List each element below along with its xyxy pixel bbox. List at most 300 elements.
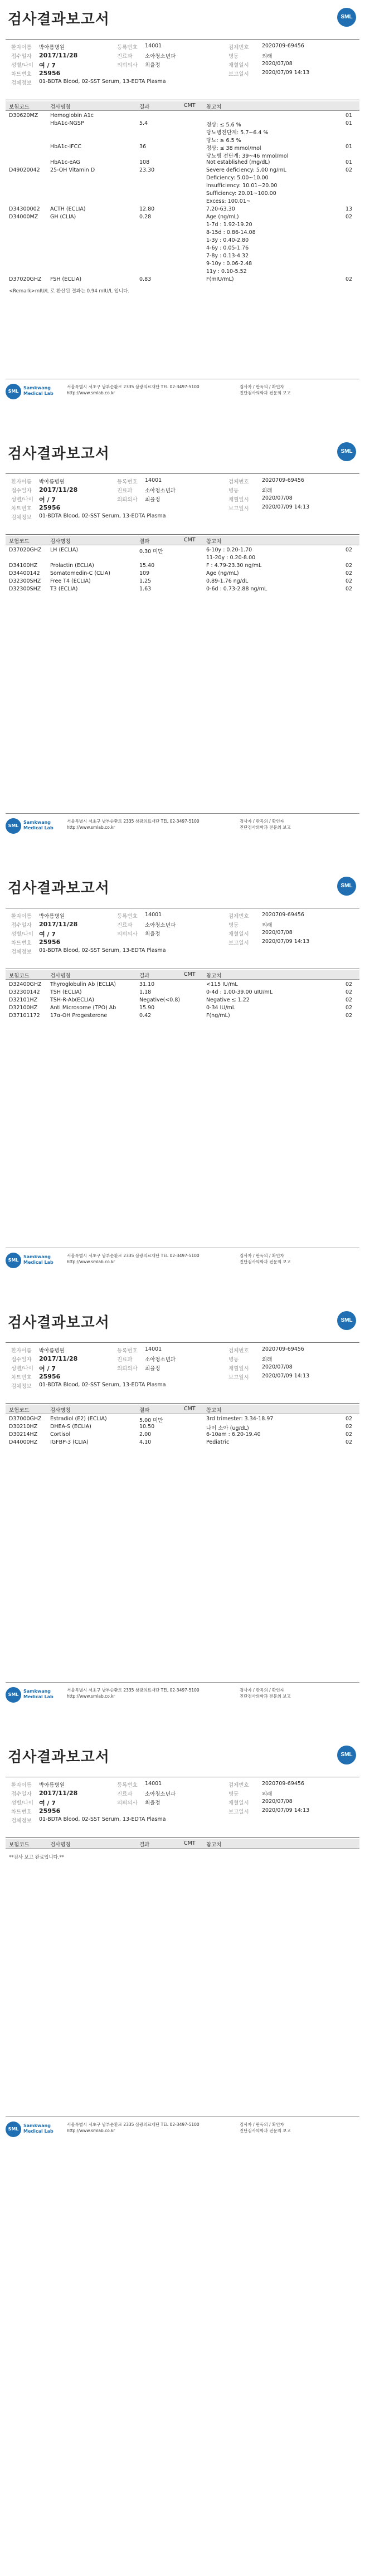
test-row: [6, 997, 359, 1005]
label-ward: 병동: [228, 1791, 239, 1797]
test-result: 12.80: [139, 206, 155, 212]
test-result: Negative(<0.8): [139, 997, 181, 1003]
test-code: D37020GHZ: [9, 547, 42, 553]
report-page: [0, 1738, 365, 2164]
test-list: [6, 547, 359, 809]
collected: 2020/07/08: [262, 61, 293, 67]
label-patient-no: 등록번호: [117, 479, 138, 485]
test-name: T3 (ECLIA): [50, 586, 78, 592]
label-ward: 병동: [228, 922, 239, 928]
test-name: IGFBP-3 (CLIA): [50, 1439, 89, 1445]
col-unit: CMT: [184, 1840, 196, 1846]
label-gender-age: 성별/나이: [11, 62, 33, 69]
test-code: D37101172: [9, 1013, 40, 1019]
label-patient-no: 등록번호: [117, 45, 138, 51]
col-code: 보험코드: [9, 1407, 30, 1414]
col-result: 결과: [139, 973, 150, 979]
test-code: D34100HZ: [9, 563, 38, 569]
label-collected: 채혈일시: [228, 497, 249, 503]
sml-logo: SML: [337, 8, 356, 27]
test-result: 0.28: [139, 214, 152, 220]
footer-sign-label: 검사자 / 판독의 / 확인자: [240, 1688, 284, 1693]
patient-no: 14001: [145, 477, 162, 483]
footer-url: http://www.smlab.co.kr: [67, 1694, 115, 1699]
footer-logo: [6, 818, 53, 835]
received-date: 2017/11/28: [39, 1790, 78, 1797]
footer-logo: [6, 384, 53, 400]
specimen: 01-BDTA Blood, 02-SST Serum, 13-EDTA Plasma: [39, 513, 166, 519]
test-reference: 0-6d : 0.73-2.88 ng/mL: [206, 586, 267, 592]
test-result: 10.50: [139, 1424, 155, 1430]
footer-sign-names: 진단검사의학과 전문의 보고: [240, 2128, 291, 2133]
col-code: 보험코드: [9, 104, 30, 110]
label-doctor: 의뢰의사: [117, 931, 138, 937]
test-name: LH (ECLIA): [50, 547, 79, 553]
footer-sign-names: 진단검사의학과 전문의 보고: [240, 390, 291, 395]
report-title: 검사결과보고서: [8, 11, 110, 28]
test-reference: Excess: 100.01~: [206, 198, 251, 204]
col-result: 결과: [139, 1407, 150, 1414]
label-sample-no: 검체번호: [228, 479, 249, 485]
test-code: D49020042: [9, 167, 40, 173]
received-date: 2017/11/28: [39, 1355, 78, 1362]
label-dept: 진료과: [117, 1791, 133, 1797]
col-unit: CMT: [184, 971, 196, 977]
chart-no: 25956: [39, 70, 61, 77]
label-sample-no: 검체번호: [228, 913, 249, 920]
footer-logo-mark: SML: [6, 818, 21, 834]
col-unit: CMT: [184, 537, 196, 543]
test-flag: 02: [345, 1416, 353, 1422]
test-reference: 0-34 IU/mL: [206, 1005, 236, 1011]
patient-no: 14001: [145, 43, 162, 49]
label-collected: 채혈일시: [228, 1800, 249, 1806]
label-gender-age: 성별/나이: [11, 931, 33, 937]
test-name: ACTH (ECLIA): [50, 206, 86, 212]
col-ref: 참고치: [206, 973, 222, 979]
label-doctor: 의뢰의사: [117, 1800, 138, 1806]
label-collected: 채혈일시: [228, 1366, 249, 1372]
footer-org-name: Samkwang Medical Lab: [23, 2123, 53, 2134]
test-reference: Deficiency: 5.00~10.00: [206, 175, 269, 181]
footer-sign: [240, 818, 357, 830]
test-name: Cortisol: [50, 1431, 71, 1438]
ward: 외래: [262, 922, 272, 928]
label-dept: 진료과: [117, 922, 133, 928]
label-patient-no: 등록번호: [117, 913, 138, 920]
label-specimen: 검체정보: [11, 515, 32, 521]
chart-no: 25956: [39, 504, 61, 511]
test-row: [6, 981, 359, 989]
test-row: [6, 113, 359, 120]
test-flag: 02: [345, 1431, 353, 1438]
test-flag: 02: [345, 1424, 353, 1430]
test-row: [6, 222, 359, 229]
ward: 외래: [262, 53, 272, 60]
test-reference: 7.20-63.30: [206, 206, 235, 212]
test-result: 15.90: [139, 1005, 155, 1011]
test-name: 17α-OH Progesterone: [50, 1013, 108, 1019]
sml-logo: SML: [337, 1311, 356, 1330]
ward: 외래: [262, 1357, 272, 1363]
footer-sign-label: 검사자 / 판독의 / 확인자: [240, 2122, 284, 2127]
col-name: 검사명칭: [50, 1842, 71, 1848]
report-title: 검사결과보고서: [8, 446, 110, 462]
patient-info-box: [6, 1777, 359, 1838]
test-flag: 02: [345, 1013, 353, 1019]
test-row: [6, 136, 359, 144]
test-reference: Pediatric: [206, 1439, 230, 1445]
patient-name: 박아름병원: [39, 45, 65, 51]
column-header: [6, 101, 359, 111]
test-reference: 0-4d : 1.00-39.00 uIU/mL: [206, 989, 273, 995]
test-reference: 당뇨: ≥ 6.5 %: [206, 138, 241, 144]
report-note: **검사 보고 완료입니다.**: [9, 1855, 65, 1860]
col-result: 결과: [139, 1842, 150, 1848]
test-code: D34000MZ: [9, 214, 38, 220]
footer-address-line: 서울특별시 서초구 남부순환로 2335 삼광의료재단 TEL 02-3497-5100: [67, 1253, 199, 1258]
test-row: [6, 183, 359, 190]
patient-name: 박아름병원: [39, 479, 65, 485]
test-reference: 1-3y : 0.40-2.80: [206, 237, 249, 243]
footer-logo-mark: SML: [6, 1687, 21, 1703]
test-code: D44000HZ: [9, 1439, 38, 1445]
footer-sign-label: 검사자 / 판독의 / 확인자: [240, 384, 284, 389]
ward: 외래: [262, 488, 272, 494]
footer-sign: [240, 2122, 357, 2134]
footer-logo-mark: SML: [6, 2122, 21, 2137]
label-reported: 보고일시: [228, 1375, 249, 1381]
report-page: [0, 869, 365, 1295]
footer-url: http://www.smlab.co.kr: [67, 1259, 115, 1264]
report-note: <Remark>mIU/L 로 환산된 결과는 0.94 mIU/L 입니다.: [9, 289, 130, 294]
test-reference: Sufficiency: 20.01~100.00: [206, 190, 276, 197]
test-row: [6, 570, 359, 578]
test-code: D32300SHZ: [9, 586, 41, 592]
test-name: HbA1c-IFCC: [50, 144, 81, 150]
reported: 2020/07/09 14:13: [262, 70, 310, 76]
doctor: 최율정: [145, 1800, 160, 1806]
test-row: [6, 253, 359, 261]
test-row: [6, 276, 359, 284]
patient-info-box: [6, 1342, 359, 1404]
footer-address-line: 서울특별시 서초구 남부순환로 2335 삼광의료재단 TEL 02-3497-5100: [67, 2122, 199, 2127]
footer-address-line: 서울특별시 서초구 남부순환로 2335 삼광의료재단 TEL 02-3497-5100: [67, 1688, 199, 1693]
label-chart-no: 차트번호: [11, 1375, 32, 1381]
test-result: 5.4: [139, 120, 148, 126]
specimen: 01-BDTA Blood, 02-SST Serum, 13-EDTA Plasma: [39, 1816, 166, 1822]
test-reference: <115 IU/mL: [206, 981, 238, 988]
label-specimen: 검체정보: [11, 949, 32, 955]
label-doctor: 의뢰의사: [117, 62, 138, 69]
test-result: 108: [139, 159, 150, 165]
test-flag: 02: [345, 276, 353, 282]
test-flag: 01: [345, 120, 353, 126]
test-result: 2.00: [139, 1431, 152, 1438]
label-specimen: 검체정보: [11, 1384, 32, 1390]
test-reference: Age (ng/mL): [206, 570, 239, 576]
test-name: Prolactin (ECLIA): [50, 563, 94, 569]
test-reference: Negative ≤ 1.22: [206, 997, 250, 1003]
reported: 2020/07/09 14:13: [262, 1373, 310, 1379]
test-code: D34300002: [9, 206, 40, 212]
test-reference: 당뇨병전단계: 5.7~6.4 %: [206, 130, 269, 136]
test-flag: 01: [345, 113, 353, 119]
test-name: DHEA-S (ECLIA): [50, 1424, 91, 1430]
test-result: 0.42: [139, 1013, 152, 1019]
column-header: [6, 536, 359, 545]
gender-age: 여 / 7: [39, 931, 56, 938]
label-specimen: 검체정보: [11, 1818, 32, 1824]
received-date: 2017/11/28: [39, 921, 78, 928]
test-flag: 02: [345, 586, 353, 592]
footer-address: [67, 1253, 234, 1265]
label-sample-no: 검체번호: [228, 45, 249, 51]
label-doctor: 의뢰의사: [117, 497, 138, 503]
test-result: 5.00 미만: [139, 1417, 163, 1424]
test-reference: F(mIU/mL): [206, 276, 234, 282]
doctor: 최율정: [145, 1366, 160, 1372]
test-result: 109: [139, 570, 150, 576]
label-dept: 진료과: [117, 1357, 133, 1363]
test-row: [6, 268, 359, 276]
label-gender-age: 성별/나이: [11, 497, 33, 503]
label-gender-age: 성별/나이: [11, 1366, 33, 1372]
label-received: 접수일자: [11, 922, 32, 928]
sample-no: 2020709-69456: [262, 1781, 304, 1787]
test-code: D30620MZ: [9, 113, 38, 119]
col-code: 보험코드: [9, 973, 30, 979]
test-code: D32101HZ: [9, 997, 38, 1003]
label-received: 접수일자: [11, 53, 32, 60]
gender-age: 여 / 7: [39, 1800, 56, 1807]
col-name: 검사명칭: [50, 539, 71, 545]
report-footer: [6, 379, 359, 418]
label-patient-name: 환자이름: [11, 479, 32, 485]
test-flag: 02: [345, 997, 353, 1003]
test-name: Anti Microsome (TPO) Ab: [50, 1005, 116, 1011]
patient-no: 14001: [145, 1781, 162, 1787]
test-row: [6, 245, 359, 253]
label-doctor: 의뢰의사: [117, 1366, 138, 1372]
col-ref: 참고치: [206, 1407, 222, 1414]
test-code: D30214HZ: [9, 1431, 38, 1438]
footer-address: [67, 818, 234, 830]
test-flag: 02: [345, 989, 353, 995]
test-row: [6, 586, 359, 594]
test-result: 0.30 미만: [139, 549, 163, 555]
sample-no: 2020709-69456: [262, 43, 304, 49]
gender-age: 여 / 7: [39, 1365, 56, 1372]
test-row: [6, 206, 359, 214]
col-ref: 참고치: [206, 1842, 222, 1848]
label-received: 접수일자: [11, 1357, 32, 1363]
test-code: D37020GHZ: [9, 276, 42, 282]
label-ward: 병동: [228, 488, 239, 494]
patient-info-box: [6, 473, 359, 535]
dept: 소아청소년과: [145, 53, 176, 60]
test-row: [6, 159, 359, 167]
col-name: 검사명칭: [50, 104, 71, 110]
footer-sign-label: 검사자 / 판독의 / 확인자: [240, 1253, 284, 1258]
gender-age: 여 / 7: [39, 62, 56, 69]
test-row: [6, 1416, 359, 1424]
doctor: 최율정: [145, 62, 160, 69]
test-row: [6, 151, 359, 159]
footer-org-name: Samkwang Medical Lab: [23, 1254, 53, 1265]
label-chart-no: 차트번호: [11, 71, 32, 77]
col-code: 보험코드: [9, 539, 30, 545]
col-name: 검사명칭: [50, 973, 71, 979]
reported: 2020/07/09 14:13: [262, 1807, 310, 1814]
test-row: [6, 167, 359, 175]
footer-org-name: Samkwang Medical Lab: [23, 820, 53, 830]
test-reference: 정상: ≤ 5.6 %: [206, 122, 241, 128]
report-footer: [6, 2116, 359, 2156]
doctor: 최율정: [145, 931, 160, 937]
test-reference: 1-7d : 1.92-19.20: [206, 222, 252, 228]
sample-no: 2020709-69456: [262, 912, 304, 918]
footer-sign-names: 진단검사의학과 전문의 보고: [240, 1259, 291, 1264]
test-name: Estradiol (E2) (ECLIA): [50, 1416, 107, 1422]
collected: 2020/07/08: [262, 930, 293, 936]
doctor: 최율정: [145, 497, 160, 503]
test-reference: Not established (mg/dL): [206, 159, 270, 165]
chart-no: 25956: [39, 938, 61, 946]
test-flag: 02: [345, 547, 353, 553]
test-result: 31.10: [139, 981, 155, 988]
test-name: HbA1c-NGSP: [50, 120, 84, 126]
dept: 소아청소년과: [145, 488, 176, 494]
footer-sign: [240, 1253, 357, 1265]
column-header: [6, 1405, 359, 1414]
test-row: [6, 214, 359, 222]
test-row: [6, 1005, 359, 1013]
label-dept: 진료과: [117, 53, 133, 60]
label-reported: 보고일시: [228, 940, 249, 946]
test-code: D32100HZ: [9, 1005, 38, 1011]
test-reference: 6-10am : 6.20-19.40: [206, 1431, 261, 1438]
sml-logo: SML: [337, 1746, 356, 1764]
report-title: 검사결과보고서: [8, 1314, 110, 1331]
collected: 2020/07/08: [262, 495, 293, 501]
footer-logo: [6, 2122, 53, 2138]
test-result: 23.30: [139, 167, 155, 173]
test-reference: 11-20y : 0.20-8.00: [206, 555, 256, 561]
test-flag: 01: [345, 159, 353, 165]
footer-address: [67, 1687, 234, 1699]
test-code: D32300142: [9, 989, 40, 995]
patient-no: 14001: [145, 1346, 162, 1352]
footer-url: http://www.smlab.co.kr: [67, 2128, 115, 2133]
test-flag: 01: [345, 144, 353, 150]
label-sample-no: 검체번호: [228, 1348, 249, 1354]
label-sample-no: 검체번호: [228, 1782, 249, 1788]
test-flag: 02: [345, 578, 353, 584]
test-row: [6, 229, 359, 237]
report-title: 검사결과보고서: [8, 880, 110, 897]
test-flag: 02: [345, 981, 353, 988]
dept: 소아청소년과: [145, 922, 176, 928]
footer-logo-mark: SML: [6, 384, 21, 399]
label-reported: 보고일시: [228, 71, 249, 77]
test-result: 1.18: [139, 989, 152, 995]
specimen: 01-BDTA Blood, 02-SST Serum, 13-EDTA Plasma: [39, 1382, 166, 1388]
sml-logo: SML: [337, 877, 356, 896]
label-chart-no: 차트번호: [11, 1809, 32, 1815]
test-name: Somatomedin-C (CLIA): [50, 570, 110, 576]
column-header: [6, 1839, 359, 1849]
test-name: GH (CLIA): [50, 214, 76, 220]
test-row: [6, 578, 359, 586]
patient-info-box: [6, 39, 359, 100]
test-code: D34400142: [9, 570, 40, 576]
label-chart-no: 차트번호: [11, 506, 32, 512]
test-row: [6, 547, 359, 555]
test-reference: 7-8y : 0.13-4.32: [206, 253, 249, 259]
patient-no: 14001: [145, 912, 162, 918]
test-row: [6, 989, 359, 997]
label-reported: 보고일시: [228, 1809, 249, 1815]
test-flag: 02: [345, 1005, 353, 1011]
label-received: 접수일자: [11, 1791, 32, 1797]
footer-address: [67, 2122, 234, 2134]
test-row: [6, 1431, 359, 1439]
report-footer: [6, 813, 359, 853]
label-dept: 진료과: [117, 488, 133, 494]
footer-org-name: Samkwang Medical Lab: [23, 385, 53, 396]
test-list: [6, 1416, 359, 1678]
label-specimen: 검체정보: [11, 80, 32, 86]
col-result: 결과: [139, 104, 150, 110]
reported: 2020/07/09 14:13: [262, 938, 310, 945]
test-reference: 8-15d : 0.86-14.08: [206, 229, 256, 236]
test-code: D32300SHZ: [9, 578, 41, 584]
footer-url: http://www.smlab.co.kr: [67, 825, 115, 830]
test-reference: 0.89-1.76 ng/dL: [206, 578, 249, 584]
test-row: [6, 1439, 359, 1447]
col-ref: 참고치: [206, 539, 222, 545]
test-list: [6, 1850, 359, 2112]
test-row: [6, 120, 359, 128]
test-reference: 6-10y : 0.20-1.70: [206, 547, 252, 553]
test-result: 36: [139, 144, 147, 150]
test-row: [6, 198, 359, 206]
col-code: 보험코드: [9, 1842, 30, 1848]
report-page: [0, 1303, 365, 1729]
footer-sign-names: 진단검사의학과 전문의 보고: [240, 1694, 291, 1699]
test-reference: 11y : 0.10-5.52: [206, 268, 247, 275]
label-ward: 병동: [228, 1357, 239, 1363]
test-reference: 4-6y : 0.05-1.76: [206, 245, 249, 251]
test-reference: Insufficiency: 10.01~20.00: [206, 183, 278, 189]
gender-age: 여 / 7: [39, 496, 56, 504]
patient-name: 박아름병원: [39, 1348, 65, 1354]
col-ref: 참고치: [206, 104, 222, 110]
test-row: [6, 1424, 359, 1431]
test-result: 1.63: [139, 586, 152, 592]
chart-no: 25956: [39, 1807, 61, 1815]
test-code: D32400GHZ: [9, 981, 42, 988]
test-code: D37000GHZ: [9, 1416, 42, 1422]
report-page: [0, 434, 365, 861]
test-list: [6, 113, 359, 374]
test-flag: 02: [345, 570, 353, 576]
label-patient-name: 환자이름: [11, 1782, 32, 1788]
collected: 2020/07/08: [262, 1364, 293, 1370]
footer-sign: [240, 1687, 357, 1699]
test-row: [6, 563, 359, 570]
